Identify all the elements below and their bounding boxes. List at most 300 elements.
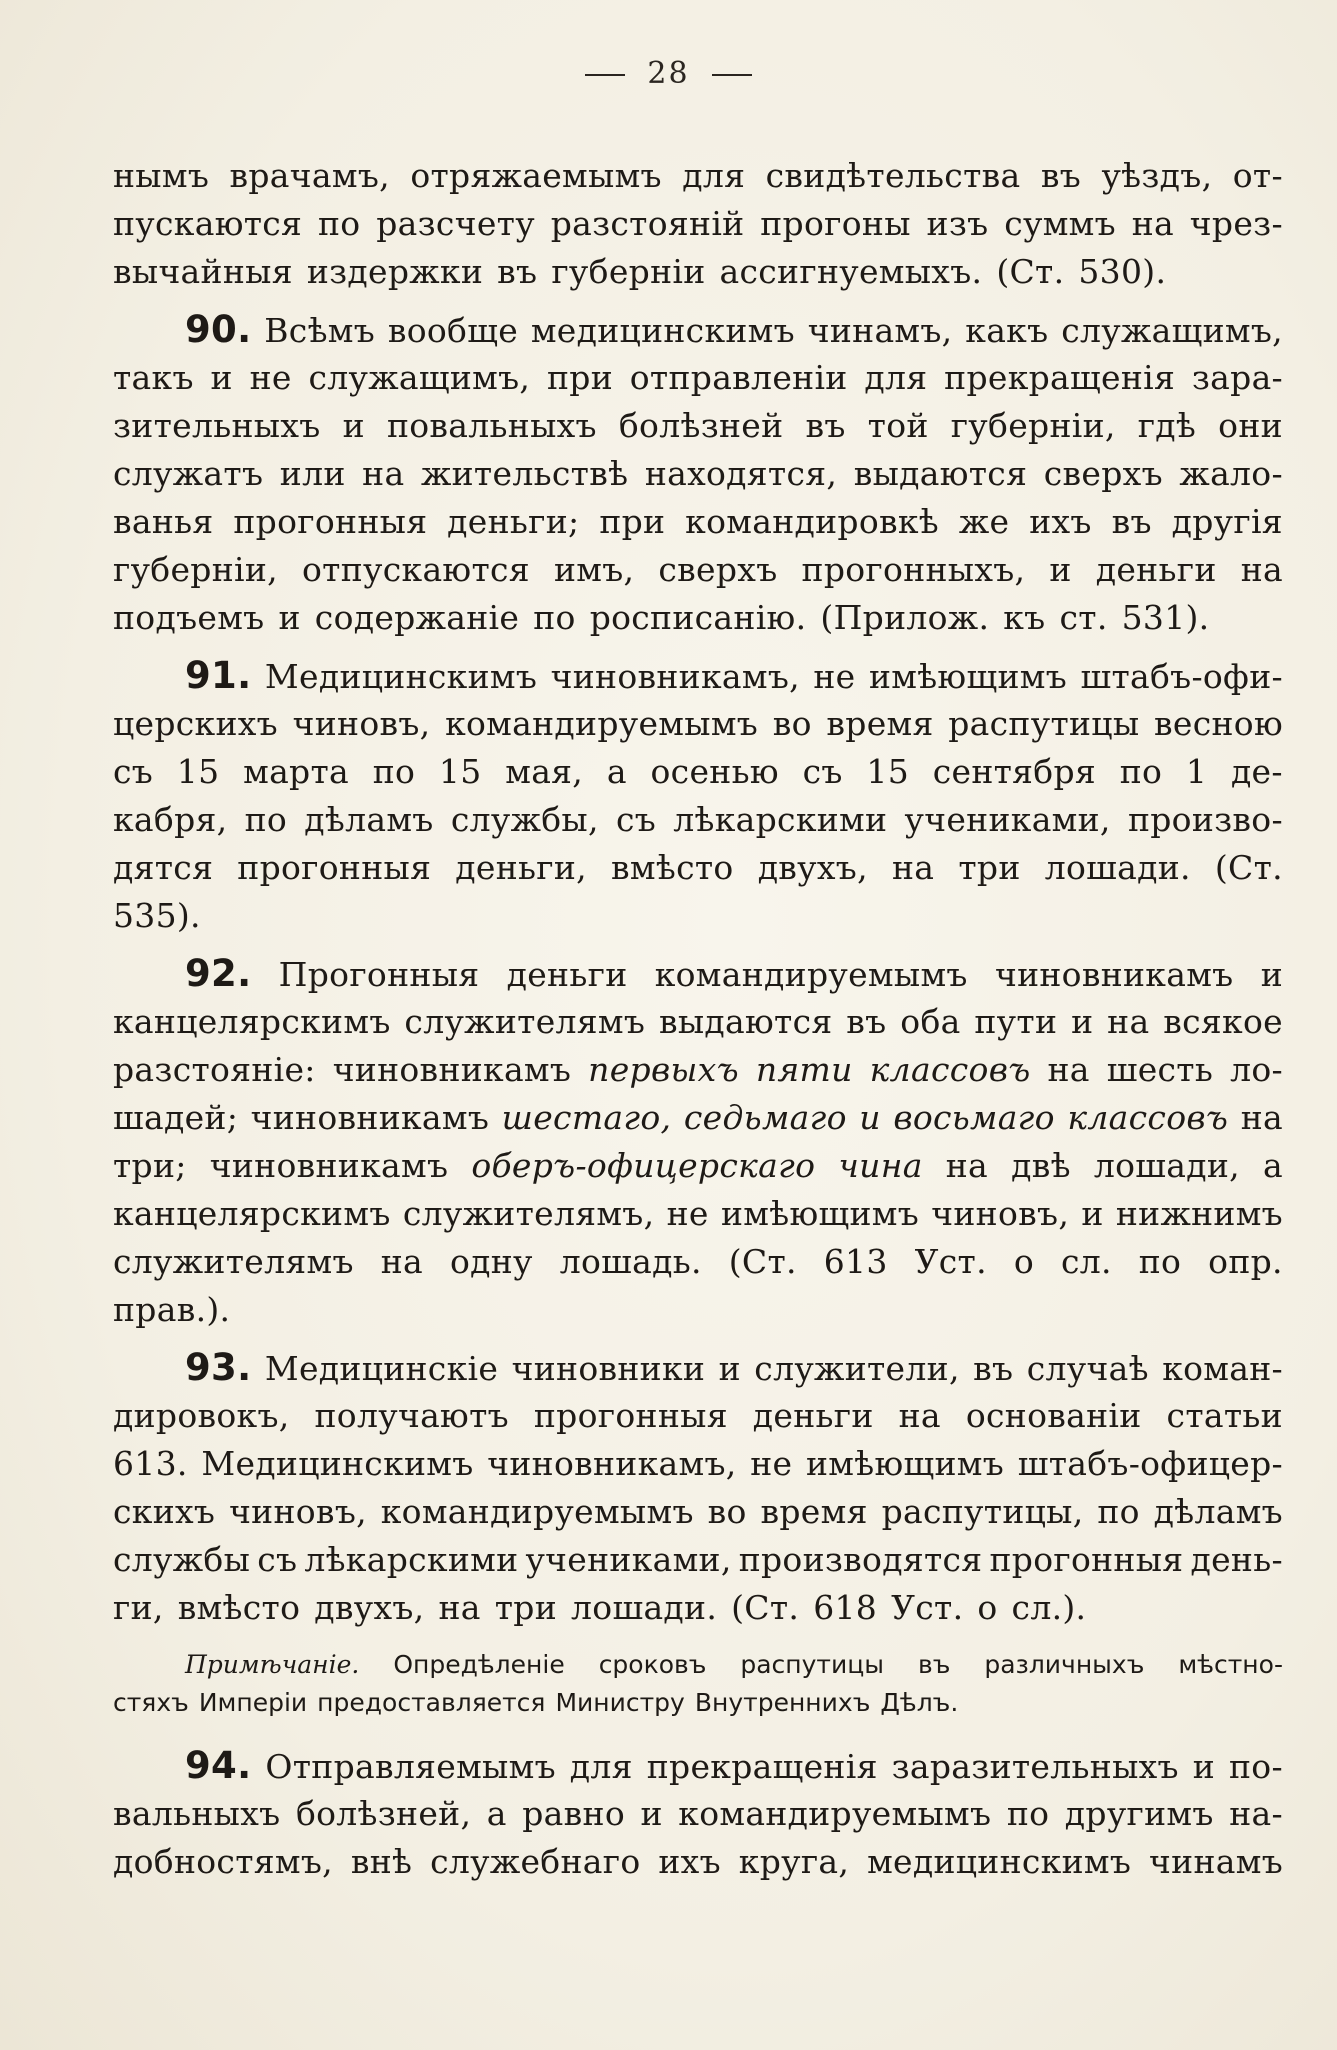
word: суммъ [1004, 204, 1116, 243]
word: прогонныя [237, 848, 432, 887]
footnote-word: распутицы [740, 1650, 884, 1679]
word: и [718, 1349, 741, 1388]
word: дѣламъ [304, 800, 434, 839]
word: лошади. [1044, 848, 1191, 887]
word: имѣющимъ [868, 657, 1067, 696]
word: на [891, 848, 935, 887]
word: медицинскимъ [867, 1842, 1132, 1881]
word: на [362, 454, 405, 493]
word: 15 [438, 752, 482, 791]
word: разстояній [550, 204, 745, 243]
word: 531). [1121, 598, 1210, 637]
word: на [1131, 204, 1175, 243]
text-line [113, 1392, 1283, 1440]
page-body [113, 152, 1283, 1886]
word: командируемымъ [445, 704, 759, 743]
word: содержаніе [314, 598, 520, 637]
word: ассигнуемыхъ. [719, 252, 983, 291]
word: распутицы, [881, 1492, 1084, 1531]
word: чиновъ, [292, 704, 431, 743]
footnote-word: Опредѣленіе [393, 1650, 565, 1679]
word: сл.). [1011, 1588, 1087, 1627]
word: и [1071, 1002, 1094, 1041]
word: выдаются [853, 454, 1028, 493]
word: канцелярскимъ [113, 1194, 391, 1233]
word: лѣкарскими [673, 800, 888, 839]
footnote-word: предоставляется [317, 1688, 546, 1717]
main-text [113, 152, 1283, 1632]
footnote-word: Дѣлъ. [880, 1688, 959, 1717]
word: на [1107, 1002, 1150, 1041]
word: по [533, 598, 576, 637]
word: зара- [1191, 358, 1283, 397]
word: три; [113, 1146, 187, 1185]
word: прекращенія [646, 1747, 878, 1786]
text-line [113, 998, 1283, 1046]
word: пускаются [113, 204, 303, 243]
word: получаютъ [314, 1396, 509, 1435]
word: и [1192, 1747, 1216, 1786]
word: въ [497, 252, 538, 291]
word: имѣющимъ [721, 1194, 920, 1233]
dash-left [585, 74, 625, 76]
word: не [249, 358, 292, 397]
paragraph-first-line [113, 1742, 1283, 1790]
word: дировокъ, [113, 1396, 290, 1435]
word: мая, [505, 752, 584, 791]
text-line [113, 450, 1283, 498]
text-line [113, 892, 1283, 940]
text-line [113, 748, 1283, 796]
word: опр. [1208, 1242, 1283, 1281]
page-number [0, 56, 1337, 91]
word: вычайныя [113, 252, 293, 291]
word: чиновникамъ, [487, 1444, 737, 1483]
word: прогонныя [233, 502, 428, 541]
word: штабъ-офицер- [1017, 1444, 1283, 1483]
word: шадей; [113, 1098, 239, 1137]
word: оба [900, 1002, 961, 1041]
word: статьи [1166, 1396, 1283, 1435]
word: командируемымъ [380, 1492, 694, 1531]
word: чиновникамъ, [550, 657, 800, 696]
text-line [113, 1838, 1283, 1886]
word: уѣздъ, [1101, 156, 1213, 195]
footnote-line [113, 1684, 1283, 1722]
word: разстояніе: [113, 1050, 316, 1089]
word: вмѣсто [611, 848, 734, 887]
word: въ [805, 406, 846, 445]
word: лошади. [571, 1588, 718, 1627]
paragraph-number-dot: . [237, 654, 252, 697]
word: прогоны [760, 204, 911, 243]
word: прогонныя [989, 1540, 1184, 1579]
word: учениками, [904, 800, 1111, 839]
text-line [113, 402, 1283, 450]
word: и [640, 1794, 663, 1833]
word: на [898, 1396, 941, 1435]
word: ст. [1059, 598, 1108, 637]
word: и [278, 598, 301, 637]
word: лошади, [1093, 1146, 1240, 1185]
word: день- [1190, 1540, 1283, 1579]
word: при [546, 358, 613, 397]
word: медицинскимъ [530, 311, 795, 350]
word: 613. [113, 1444, 188, 1483]
continued-text [113, 1742, 1283, 1886]
word: чиновники [511, 1349, 706, 1388]
word: весною [1154, 704, 1283, 743]
text-line [113, 200, 1283, 248]
text-line [113, 1488, 1283, 1536]
footnote-word: различныхъ [984, 1650, 1145, 1679]
paragraph-number-text: 94 [185, 1744, 238, 1787]
word: чиновъ, [229, 1492, 367, 1531]
word: сл. [1060, 1242, 1112, 1281]
word: на [1047, 1050, 1090, 1089]
word: от- [1232, 156, 1283, 195]
word: чина [838, 1146, 923, 1185]
word: коман- [1162, 1349, 1283, 1388]
footnote-word: Министру [555, 1688, 685, 1717]
paragraph-number-text: 93 [185, 1346, 238, 1389]
page-number-text: 28 [647, 56, 690, 91]
word: служителямъ, [402, 1194, 655, 1233]
word: находятся, [644, 454, 838, 493]
footnote-word: сроковъ [598, 1650, 707, 1679]
word: чиновникамъ [250, 1098, 490, 1137]
footnote-word: Внутреннихъ [694, 1688, 871, 1717]
word: жало- [1179, 454, 1283, 493]
paragraph-number [113, 306, 251, 354]
word: прогонныя [533, 1396, 728, 1435]
word: произво- [1127, 800, 1283, 839]
text-line [113, 1286, 1283, 1334]
word: той [867, 406, 929, 445]
word: чиновникамъ [332, 1050, 572, 1089]
word: (Прилож. [820, 598, 990, 637]
word: Прогонныя [278, 955, 480, 994]
word: первыхъ [588, 1050, 739, 1089]
text-line [113, 594, 1283, 642]
word: другія [1171, 502, 1283, 541]
word: восьмаго [893, 1098, 1055, 1137]
word: Уст. [891, 1588, 964, 1627]
word: (Ст. [728, 1242, 797, 1281]
word: штабъ-офи- [1080, 657, 1283, 696]
text-line [113, 1190, 1283, 1238]
word: какъ [965, 311, 1049, 350]
word: и [342, 406, 365, 445]
word: служатъ [113, 454, 264, 493]
text-line [113, 1046, 1283, 1094]
text-line [113, 1536, 1283, 1584]
word: Всѣмъ [264, 311, 376, 350]
text-line [113, 248, 1283, 296]
word: осенью [650, 752, 779, 791]
footnote [113, 1646, 1283, 1722]
word: пяти [755, 1050, 853, 1089]
word: всякое [1163, 1002, 1283, 1041]
word: деньги, [455, 848, 587, 887]
word: болѣзней [618, 406, 784, 445]
word: (Ст. [731, 1588, 800, 1627]
word: имъ, [553, 550, 635, 589]
word: изъ [926, 204, 989, 243]
dash-right [712, 74, 752, 76]
word: вальныхъ [113, 1794, 281, 1833]
word: во [772, 704, 812, 743]
word: 530). [1078, 252, 1167, 291]
text-line [113, 1584, 1283, 1632]
word: лѣкарскими [304, 1540, 519, 1579]
word: на [1240, 1098, 1283, 1137]
word: ло- [1230, 1050, 1283, 1089]
word: а [486, 1794, 507, 1833]
word: выдаются [658, 1002, 833, 1041]
text-line [113, 1440, 1283, 1488]
word: службы, [450, 800, 599, 839]
paragraph-number [113, 652, 251, 700]
word: въ [973, 1349, 1014, 1388]
paragraph-number [113, 1344, 251, 1392]
text-line [113, 844, 1283, 892]
text-line [113, 796, 1283, 844]
word: ванья [113, 502, 214, 541]
word: о [1013, 1242, 1034, 1281]
word: служители, [754, 1349, 960, 1388]
word: губерніи, [113, 550, 278, 589]
word: на [1240, 550, 1283, 589]
word: болѣзней, [295, 1794, 472, 1833]
word: и [1049, 550, 1072, 589]
word: служащимъ, [308, 358, 531, 397]
word: деньги; [447, 502, 580, 541]
word: и [859, 1098, 881, 1137]
word: жительствѣ [420, 454, 629, 493]
word: на- [1229, 1794, 1283, 1833]
text-line [113, 498, 1283, 546]
word: службы [113, 1540, 251, 1579]
word: Медицинскимъ [201, 1444, 474, 1483]
paragraph-number-dot: . [237, 1346, 252, 1389]
word: двѣ [1011, 1146, 1071, 1185]
word: 15 [866, 752, 909, 791]
word: другимъ [1064, 1794, 1214, 1833]
word: скихъ [113, 1492, 216, 1531]
word: отправленіи [629, 358, 848, 397]
word: издержки [306, 252, 484, 291]
word: ихъ [658, 1842, 721, 1881]
word: пути [974, 1002, 1058, 1041]
word: Медицинскіе [264, 1349, 499, 1388]
footnote-line [113, 1646, 1283, 1684]
word: нижнимъ [1115, 1194, 1283, 1233]
word: ихъ [1029, 502, 1092, 541]
word: марта [243, 752, 350, 791]
word: 535). [113, 896, 201, 935]
paragraph-first-line [113, 950, 1283, 998]
word: командируемымъ [678, 1794, 992, 1833]
text-line [113, 1238, 1283, 1286]
word: 613 [823, 1242, 888, 1281]
word: же [958, 502, 1010, 541]
word: производятся [738, 1540, 983, 1579]
word: къ [1003, 598, 1046, 637]
word: двухъ, [757, 848, 868, 887]
word: седьмаго [683, 1098, 847, 1137]
word: по [1119, 752, 1163, 791]
word: для [682, 156, 746, 195]
word: чиновникамъ [209, 1146, 449, 1185]
word: по [1006, 1794, 1050, 1833]
text-line [113, 1142, 1283, 1190]
word: деньги [1095, 550, 1217, 589]
word: вообще [387, 311, 519, 350]
word: во [707, 1492, 747, 1531]
paragraph-number-dot: . [237, 952, 252, 995]
word: по [372, 752, 416, 791]
word: командируемымъ [654, 955, 968, 994]
word: о [977, 1588, 998, 1627]
word: круга, [738, 1842, 850, 1881]
word: 15 [176, 752, 220, 791]
word: прекращенія [944, 358, 1176, 397]
word: по- [1229, 1747, 1283, 1786]
word: гдѣ [1137, 406, 1197, 445]
text-line [113, 1790, 1283, 1838]
word: на [438, 1588, 481, 1627]
word: де- [1230, 752, 1283, 791]
word: сверхъ [1043, 454, 1163, 493]
text-line [113, 546, 1283, 594]
word: двухъ, [314, 1588, 425, 1627]
word: шестаго, [501, 1098, 672, 1137]
word: а [1262, 1146, 1283, 1185]
word: сентября [932, 752, 1097, 791]
word: Отправляемымъ [265, 1747, 556, 1786]
paragraph-number-text: 90 [185, 308, 238, 351]
word: дятся [113, 848, 214, 887]
word: заразительныхъ [891, 1747, 1179, 1786]
word: отпускаются [302, 550, 530, 589]
word: губерніи [551, 252, 706, 291]
text-line [113, 152, 1283, 200]
paragraph-first-line [113, 306, 1283, 354]
word: они [1218, 406, 1283, 445]
word: при [599, 502, 666, 541]
paragraph-number-text: 92 [185, 952, 238, 995]
word: церскихъ [113, 704, 278, 743]
word: добностямъ, [113, 1842, 333, 1881]
text-line [113, 700, 1283, 748]
word: сверхъ [658, 550, 778, 589]
word: Медицинскимъ [264, 657, 538, 696]
word: чиновникамъ [994, 955, 1234, 994]
paragraph-number [113, 1742, 251, 1790]
word: разсчету [376, 204, 535, 243]
word: классовъ [869, 1050, 1031, 1089]
word: 618 [813, 1588, 878, 1627]
word: свидѣтельства [765, 156, 1021, 195]
word: (Ст. [1214, 848, 1283, 887]
word: распутицы [948, 704, 1140, 743]
word: подъемъ [113, 598, 265, 637]
word: на [380, 1242, 423, 1281]
word: не [666, 1194, 709, 1233]
word: вмѣсто [177, 1588, 301, 1627]
word: деньги [752, 1396, 874, 1435]
word: съ [257, 1540, 298, 1579]
footnote-word: мѣстно- [1178, 1650, 1283, 1679]
text-line [113, 354, 1283, 402]
word: по [244, 800, 288, 839]
paragraph-number-dot: . [237, 1744, 252, 1787]
word: шесть [1106, 1050, 1214, 1089]
word: нымъ [113, 156, 210, 195]
word: оберъ-офицерскаго [471, 1146, 816, 1185]
paragraph-first-line [113, 652, 1283, 700]
word: служебнаго [430, 1842, 641, 1881]
word: чинамъ [1149, 1842, 1283, 1881]
word: по [317, 204, 361, 243]
word: не [750, 1444, 793, 1483]
footnote-word: стяхъ [113, 1688, 189, 1717]
word: внѣ [350, 1842, 413, 1881]
word: или [279, 454, 346, 493]
paragraph-number-text: 91 [185, 654, 238, 697]
word: съ [802, 752, 843, 791]
word: зительныхъ [113, 406, 321, 445]
word: въ [1040, 156, 1082, 195]
word: время [826, 704, 934, 743]
word: служителямъ [404, 1002, 646, 1041]
word: въ [846, 1002, 887, 1041]
word: равно [522, 1794, 625, 1833]
word: прав.). [113, 1290, 231, 1329]
word: съ [113, 752, 154, 791]
word: три [958, 848, 1021, 887]
word: прогонныхъ, [801, 550, 1026, 589]
word: такъ [113, 358, 194, 397]
word: по [1097, 1492, 1140, 1531]
word: одну [449, 1242, 533, 1281]
paragraph-number [113, 950, 251, 998]
word: чиновъ, [931, 1194, 1070, 1233]
paragraph-number-dot: . [237, 308, 252, 351]
word: для [864, 358, 928, 397]
word: командировкѣ [685, 502, 940, 541]
word: время [760, 1492, 868, 1531]
word: случаѣ [1026, 1349, 1149, 1388]
word: и [1260, 955, 1283, 994]
word: чинамъ, [807, 311, 953, 350]
word: учениками, [525, 1540, 732, 1579]
word: канцелярскимъ [113, 1002, 391, 1041]
word: и [1081, 1194, 1104, 1233]
word: кабря, [113, 800, 228, 839]
word: на [945, 1146, 989, 1185]
paragraph-first-line [113, 1344, 1283, 1392]
word: губерніи, [950, 406, 1116, 445]
word: съ [615, 800, 657, 839]
word: для [569, 1747, 633, 1786]
footnote-word: Имперіи [198, 1688, 308, 1717]
word: росписанію. [589, 598, 807, 637]
word: служащимъ, [1061, 311, 1283, 350]
word: лошадь. [559, 1242, 702, 1281]
word: врачамъ, [229, 156, 390, 195]
